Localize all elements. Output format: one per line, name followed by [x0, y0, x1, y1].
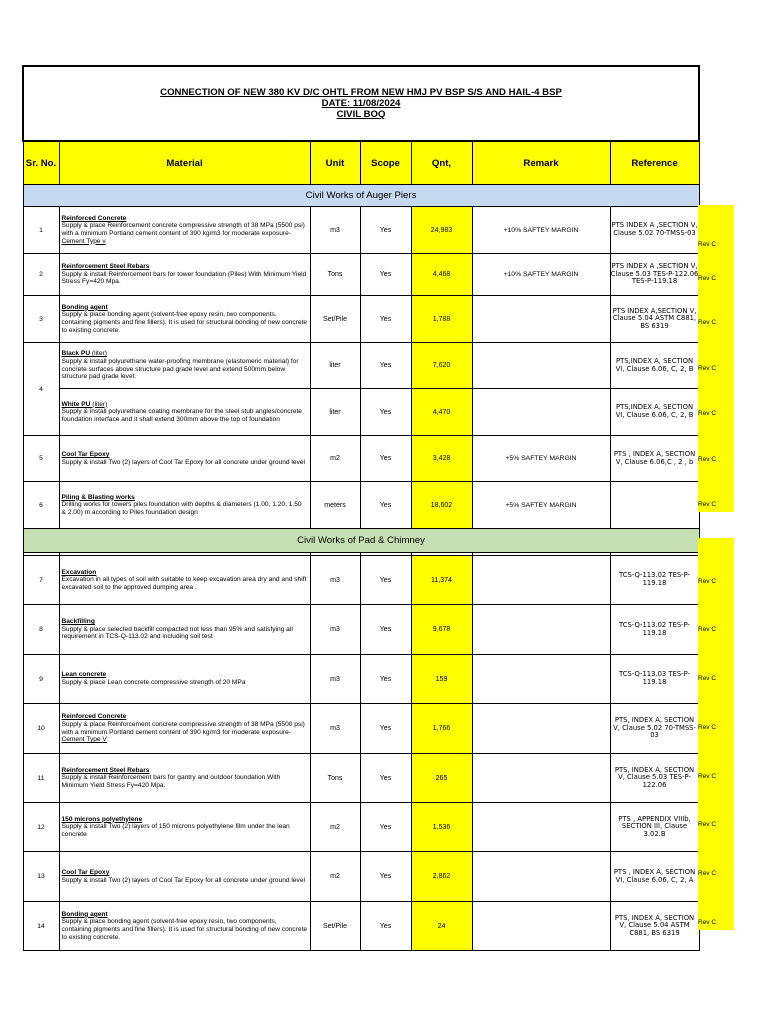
scope-cell: Yes: [360, 605, 411, 655]
table-row: [23, 296, 699, 343]
material-cell: [59, 754, 310, 803]
material-title-text: Excavation: [61, 568, 97, 576]
material-description: Supply & place Reinforcement concrete compressive strength of 38 MPa (5500 psi) with a minimum Portland cement content of 390 kg/m3 for moderate exposure-: [61, 222, 305, 237]
quantity-cell: 24,983: [411, 207, 472, 254]
row-number: 3: [23, 296, 59, 343]
remark-cell: +10% SAFTEY MARGIN: [472, 254, 610, 296]
scope-cell: Yes: [360, 482, 411, 529]
cement-type: Cement Type V: [61, 736, 107, 744]
header-qnt: Qnt,: [411, 141, 472, 185]
quantity-cell: 11,374: [411, 556, 472, 605]
remark-cell: [472, 389, 610, 436]
material-cell: [59, 605, 310, 655]
quantity-cell: 1,788: [411, 296, 472, 343]
row-number: 6: [23, 482, 59, 529]
revision-label: Rev C: [698, 365, 717, 372]
unit-cell: m2: [310, 436, 360, 482]
table-row: [23, 902, 699, 951]
material-description: Supply & install Reinforcement bars for gantry and outdoor foundation With Minimum Yield Stress Fy=420 Mpa.: [61, 774, 281, 789]
boq-table: [22, 65, 700, 951]
table-row: [23, 803, 699, 852]
revision-label: Rev C: [698, 319, 717, 326]
table-row: [23, 655, 699, 704]
row-number: 7: [23, 556, 59, 605]
unit-cell: m3: [310, 655, 360, 704]
remark-cell: [472, 754, 610, 803]
unit-cell: m2: [310, 852, 360, 902]
reference-cell: PTS , APPENDIX VIIIb, SECTION III, Clause 3.02.B: [610, 803, 699, 852]
material-title: [62, 494, 308, 502]
material-cell: [59, 343, 310, 389]
scope-cell: Yes: [360, 343, 411, 389]
material-title-text: Bonding agent: [61, 303, 108, 311]
revision-label: Rev C: [698, 241, 717, 248]
title-boq: CIVIL BOQ: [336, 109, 386, 120]
revision-label: Rev C: [698, 773, 717, 780]
row-number: 1: [23, 207, 59, 254]
reference-cell: PTS,INDEX A, SECTION VI, Clause 6.06, C, 2, B: [610, 389, 699, 436]
quantity-cell: 265: [411, 754, 472, 803]
table-row: [23, 389, 699, 436]
reference-cell: PTS,INDEX A, SECTION VI, Clause 6.06, C, 2, B: [610, 343, 699, 389]
table-row: [23, 436, 699, 482]
revision-label: Rev C: [698, 919, 717, 926]
unit-cell: Set/Pile: [310, 296, 360, 343]
material-title: [62, 350, 308, 358]
material-cell: [59, 803, 310, 852]
material-title-text: Reinforcement Steel Rebars: [61, 766, 150, 774]
header-unit: Unit: [310, 141, 360, 185]
material-cell: [59, 556, 310, 605]
scope-cell: Yes: [360, 436, 411, 482]
header-material: Material: [59, 141, 310, 185]
quantity-cell: 4,470: [411, 389, 472, 436]
material-title-text: Reinforcement Steel Rebars: [61, 263, 150, 271]
reference-cell: PTS , INDEX A, SECTION VI, Clause 6.06, C, 2, A: [610, 852, 699, 902]
material-title: [62, 401, 308, 409]
reference-cell: PTS, INDEX A, SECTION V, Clause 5.03 TES-P-122.06: [610, 754, 699, 803]
scope-cell: Yes: [360, 389, 411, 436]
material-title-text: 150 microns polyethylene: [61, 815, 143, 823]
scope-cell: Yes: [360, 902, 411, 951]
material-description: Drilling works for towers piles foundation with depths & diameters (1.00, 1.20, 1.50 & 2.00) m according to Piles foundation design: [61, 501, 302, 516]
section-pad-chimney: [23, 529, 699, 553]
title-date: DATE: 11/08/2024: [321, 98, 401, 109]
material-title: [62, 569, 308, 577]
unit-cell: m3: [310, 704, 360, 754]
material-title-text: White PU: [61, 400, 91, 408]
quantity-cell: 1,536: [411, 803, 472, 852]
revision-label: Rev C: [698, 501, 717, 508]
unit-cell: m3: [310, 556, 360, 605]
title-line-1: CONNECTION OF NEW 380 KV D/C OHTL FROM NEW HMJ PV BSP S/S AND HAIL-4 BSP: [160, 87, 562, 98]
material-description: Supply & install polyurethane coating membrane for the steel stub angles/concrete foundation interface and it shall extend 300mm above the top of foundation: [61, 408, 302, 423]
table-row: [23, 343, 699, 389]
header-sr: Sr. No.: [23, 141, 59, 185]
remark-cell: [472, 902, 610, 951]
material-title-text: Reinforced Concrete: [61, 214, 127, 222]
quantity-cell: 7,620: [411, 343, 472, 389]
scope-cell: Yes: [360, 655, 411, 704]
material-title-text: Black PU: [61, 350, 91, 358]
section-title: Civil Works of Auger Piers: [23, 185, 699, 207]
table-row: [23, 207, 699, 254]
row-number: 4: [23, 343, 59, 436]
material-cell: [59, 436, 310, 482]
material-title: [62, 816, 308, 824]
material-title-text: Backfilling: [61, 618, 95, 626]
scope-cell: Yes: [360, 704, 411, 754]
row-number: 11: [23, 754, 59, 803]
revision-label: Rev C: [698, 456, 717, 463]
quantity-cell: 159: [411, 655, 472, 704]
material-title: [62, 911, 308, 919]
scope-cell: Yes: [360, 296, 411, 343]
quantity-cell: 4,468: [411, 254, 472, 296]
header-row: [23, 141, 699, 185]
table-row: [23, 754, 699, 803]
material-title-text: Cool Tar Epoxy: [61, 450, 110, 458]
section-title: Civil Works of Pad & Chimney: [23, 529, 699, 553]
scope-cell: Yes: [360, 754, 411, 803]
material-cell: [59, 704, 310, 754]
table-row: [23, 852, 699, 902]
revision-highlight: [698, 205, 734, 512]
revision-label: Rev C: [698, 578, 717, 585]
material-description: Supply & place Reinforcement concrete compressive strength of 38 MPa (5500 psi) with a minimum Portland cement content of 390 kg/m3 for moderate exposure-: [61, 720, 305, 736]
row-number: 8: [23, 605, 59, 655]
unit-cell: Set/Pile: [310, 902, 360, 951]
row-number: 2: [23, 254, 59, 296]
material-unit-inline: (liter): [90, 350, 107, 358]
revision-label: Rev C: [698, 821, 717, 828]
material-cell: [59, 852, 310, 902]
table-row: [23, 556, 699, 605]
remark-cell: [472, 556, 610, 605]
material-cell: [59, 902, 310, 951]
reference-cell: TCS-Q-113.02 TES-P-119.18: [610, 556, 699, 605]
material-description: Supply & place bonding agent (solvent-free epoxy resin, two components, containing pigments and fine fillers). It is used for structural bonding of new concrete to existing concrete.: [61, 918, 308, 941]
header-remark: Remark: [472, 141, 610, 185]
reference-cell: TCS-Q-113.02 TES-P-119.18: [610, 605, 699, 655]
unit-cell: m3: [310, 605, 360, 655]
remark-cell: +5% SAFTEY MARGIN: [472, 482, 610, 529]
scope-cell: Yes: [360, 254, 411, 296]
section-auger-piers: [23, 185, 699, 207]
quantity-cell: 1,766: [411, 704, 472, 754]
unit-cell: liter: [310, 389, 360, 436]
reference-cell: [610, 482, 699, 529]
revision-label: Rev C: [698, 870, 717, 877]
boq-sheet: [22, 65, 698, 951]
row-number: 5: [23, 436, 59, 482]
remark-cell: [472, 605, 610, 655]
remark-cell: +5% SAFTEY MARGIN: [472, 436, 610, 482]
row-number: 9: [23, 655, 59, 704]
material-description: Supply & place bonding agent (solvent-free epoxy resin, two components, containing pigments and fine fillers). It is used for structural bonding of new concrete to existing concrete.: [61, 311, 308, 334]
material-description: Supply & install polyurethane water-proofing membrane (elastomeric material) for concrete surfaces above structure pad grade level and extend 500mm below structure pad grade level.: [61, 357, 299, 381]
material-title: [62, 671, 308, 679]
material-cell: [59, 389, 310, 436]
header-scope: Scope: [360, 141, 411, 185]
row-number: 14: [23, 902, 59, 951]
material-title: [62, 713, 308, 721]
material-description: Excavation in all types of soil with suitable to keep excavation area dry and and shift excavated soil to the approved dumping area .: [61, 576, 307, 591]
material-description: Supply & install Two (2) layers of Cool Tar Epoxy for all concrete under ground level: [61, 458, 305, 466]
cement-type: Cement Type v: [61, 237, 106, 245]
row-number: 12: [23, 803, 59, 852]
material-title-text: Bonding agent: [61, 910, 108, 918]
material-cell: [59, 296, 310, 343]
remark-cell: +10% SAFTEY MARGIN: [472, 207, 610, 254]
quantity-cell: 18,602: [411, 482, 472, 529]
row-number: 13: [23, 852, 59, 902]
material-title: [62, 304, 308, 312]
material-title: [62, 215, 308, 223]
material-title: [62, 451, 308, 459]
material-title: [62, 869, 308, 877]
remark-cell: [472, 296, 610, 343]
table-row: [23, 482, 699, 529]
reference-cell: TCS-Q-113.03 TES-P-119.18: [610, 655, 699, 704]
material-title-text: Reinforced Concrete: [61, 713, 127, 721]
material-description: Supply & place selected backfill compacted not less than 95% and satisfying all requirement in TCS-Q-113.02 and including soil test: [61, 625, 293, 641]
quantity-cell: 24: [411, 902, 472, 951]
remark-cell: [472, 655, 610, 704]
material-title-text: Cool Tar Epoxy: [61, 868, 110, 876]
header-reference: Reference: [610, 141, 699, 185]
reference-cell: PTS, INDEX A, SECTION V, Clause 5.04 ASTM C881, BS 6319: [610, 902, 699, 951]
title-block: [23, 66, 699, 141]
material-title-text: Lean concrete: [61, 671, 107, 679]
material-cell: [59, 482, 310, 529]
material-unit-inline: (liter): [90, 400, 108, 408]
unit-cell: Tons: [310, 754, 360, 803]
quantity-cell: 2,862: [411, 852, 472, 902]
material-description: Supply & install Reinforcement bars for tower foundation (Piles) With Minimum Yield Stress Fy=420 Mpa.: [61, 270, 307, 286]
unit-cell: m3: [310, 207, 360, 254]
scope-cell: Yes: [360, 803, 411, 852]
material-title: [62, 618, 308, 626]
revision-label: Rev C: [698, 275, 717, 282]
material-cell: [59, 254, 310, 296]
material-description: Supply & install Two (2) layers of Cool Tar Epoxy for all concrete under ground level: [61, 876, 305, 884]
material-cell: [59, 655, 310, 704]
material-title: [62, 767, 308, 775]
remark-cell: [472, 852, 610, 902]
table-row: [23, 605, 699, 655]
remark-cell: [472, 803, 610, 852]
material-description: Supply & install Two (2) layers of 150 microns polyethylene film under the lean concrete: [61, 823, 290, 838]
unit-cell: Tons: [310, 254, 360, 296]
reference-cell: PTS INDEX A ,SECTION V, Clause 5.03 TES-P-122.06 TES-P-119.18: [610, 254, 699, 296]
row-number: 10: [23, 704, 59, 754]
unit-cell: m2: [310, 803, 360, 852]
scope-cell: Yes: [360, 207, 411, 254]
reference-cell: PTS INDEX A,SECTION V, Clause 5.04 ASTM C881, BS 6319: [610, 296, 699, 343]
table-row: [23, 254, 699, 296]
reference-cell: PTS, INDEX A, SECTION V, Clause 5.02 70-TMSS-03: [610, 704, 699, 754]
quantity-cell: 9,678: [411, 605, 472, 655]
revision-label: Rev C: [698, 626, 717, 633]
revision-label: Rev C: [698, 724, 717, 731]
table-row: [23, 704, 699, 754]
material-description: Supply & place Lean concrete compressive strength of 20 MPa: [61, 679, 246, 686]
material-title: [62, 263, 308, 271]
material-cell: [59, 207, 310, 254]
scope-cell: Yes: [360, 556, 411, 605]
remark-cell: [472, 704, 610, 754]
remark-cell: [472, 343, 610, 389]
unit-cell: liter: [310, 343, 360, 389]
unit-cell: meters: [310, 482, 360, 529]
material-title-text: Piling & Blasting works: [61, 493, 135, 501]
scope-cell: Yes: [360, 852, 411, 902]
reference-cell: PTS , INDEX A, SECTION V, Clause 6.06,C , 2 , b: [610, 436, 699, 482]
reference-cell: PTS INDEX A ,SECTION V, Clause 5.02 70-TMSS-03: [610, 207, 699, 254]
revision-label: Rev C: [698, 410, 717, 417]
revision-label: Rev C: [698, 675, 717, 682]
quantity-cell: 3,428: [411, 436, 472, 482]
